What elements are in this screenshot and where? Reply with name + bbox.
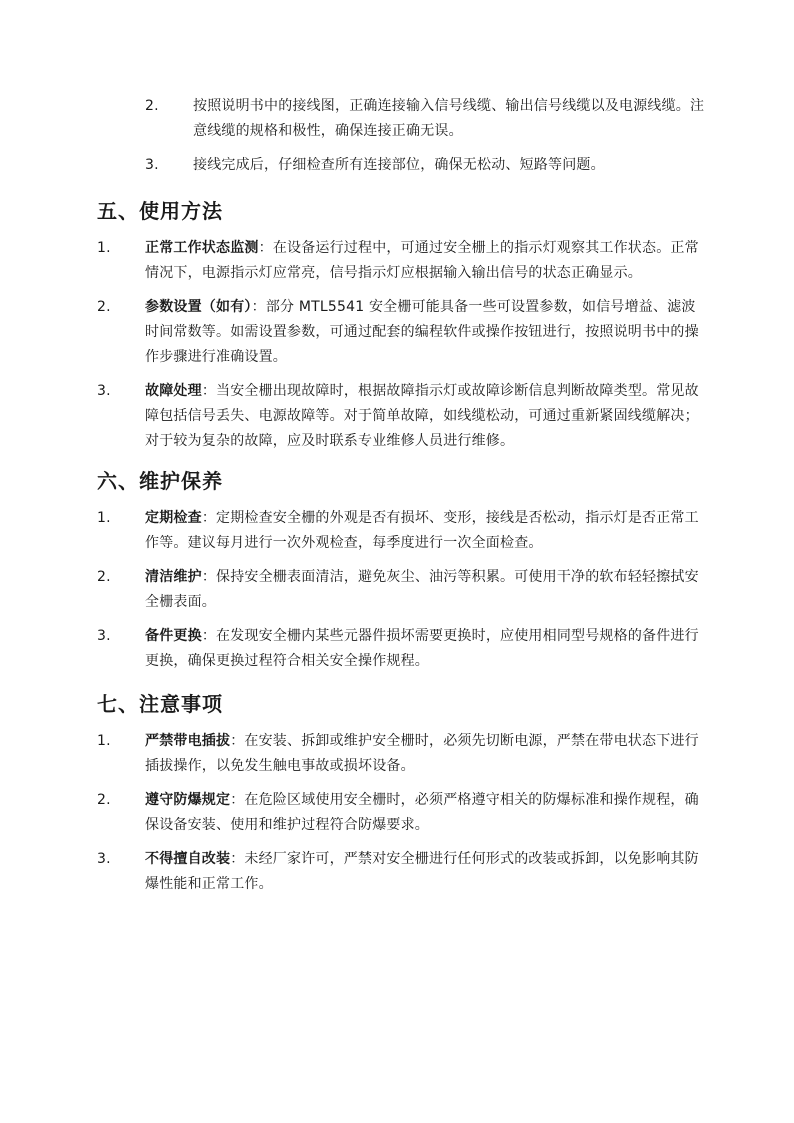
- list-item: [145, 153, 705, 178]
- list-number: 1.: [97, 240, 111, 256]
- term-separator: ：: [230, 792, 245, 808]
- installation-steps-list: [145, 94, 705, 178]
- list-number: 2.: [97, 299, 111, 315]
- list-text: 当安全栅出现故障时，根据故障指示灯或故障诊断信息判断故障类型。常见故障包括信号丢失、电源故障等。对于简单故障，如线缆松动，可通过重新紧固线缆解决；对于较为复杂的故障，应及时联系专业维修人员进行维修。: [145, 383, 699, 449]
- term-separator: ：: [230, 851, 245, 867]
- precautions-list: [97, 729, 707, 897]
- term-separator: ：: [258, 240, 273, 256]
- list-item: [97, 506, 707, 556]
- term-separator: ：: [201, 628, 217, 644]
- list-text: 接线完成后，仔细检查所有连接部位，确保无松动、短路等问题。: [193, 157, 605, 173]
- section-heading-precautions: 七、注意事项: [97, 692, 223, 716]
- list-item: [97, 236, 707, 286]
- list-term: 备件更换: [145, 628, 202, 644]
- list-number: 2.: [97, 792, 111, 808]
- list-term: 遵守防爆规定: [145, 792, 231, 808]
- list-number: 2.: [145, 98, 159, 114]
- term-separator: ：: [230, 733, 245, 749]
- list-number: 3.: [97, 628, 111, 644]
- list-text: 在设备运行过程中，可通过安全栅上的指示灯观察其工作状态。正常情况下，电源指示灯应常亮，信号指示灯应根据输入输出信号的状态正确显示。: [145, 240, 699, 281]
- list-text: 按照说明书中的接线图，正确连接输入信号线缆、输出信号线缆以及电源线缆。注意线缆的规格和极性，确保连接正确无误。: [193, 98, 705, 139]
- list-item: [97, 379, 707, 454]
- list-item: [97, 624, 707, 674]
- list-item: [97, 565, 707, 615]
- list-term: 正常工作状态监测: [145, 240, 259, 256]
- maintenance-list: [97, 506, 707, 674]
- list-text: 未经厂家许可，严禁对安全栅进行任何形式的改装或拆卸，以免影响其防爆性能和正常工作。: [145, 851, 699, 892]
- term-separator: ：: [201, 510, 217, 526]
- list-number: 3.: [97, 383, 111, 399]
- list-number: 3.: [97, 851, 111, 867]
- list-item: [145, 94, 705, 144]
- list-number: 1.: [97, 510, 111, 526]
- section-heading-maintenance: 六、维护保养: [97, 469, 223, 493]
- term-separator: ：: [201, 569, 217, 585]
- list-item: [97, 295, 707, 370]
- section-heading-usage: 五、使用方法: [97, 199, 223, 223]
- list-term: 不得擅自改装: [145, 851, 231, 867]
- list-term: 故障处理: [145, 383, 202, 399]
- list-term: 定期检查: [145, 510, 202, 526]
- list-term: 严禁带电插拔: [145, 733, 231, 749]
- list-text: 定期检查安全栅的外观是否有损坏、变形，接线是否松动，指示灯是否正常工作等。建议每月进行一次外观检查，每季度进行一次全面检查。: [145, 510, 699, 551]
- term-separator: ：: [251, 299, 266, 315]
- list-item: [97, 847, 707, 897]
- list-term: 参数设置（如有）: [145, 299, 252, 315]
- term-separator: ：: [201, 383, 217, 399]
- list-number: 1.: [97, 733, 111, 749]
- list-text: 在发现安全栅内某些元器件损坏需要更换时，应使用相同型号规格的备件进行更换，确保更换过程符合相关安全操作规程。: [145, 628, 699, 669]
- list-item: [97, 729, 707, 779]
- list-text: 部分 MTL5541 安全栅可能具备一些可设置参数，如信号增益、滤波时间常数等。如需设置参数，可通过配套的编程软件或操作按钮进行，按照说明书中的操作步骤进行准确设置。: [145, 299, 699, 365]
- list-text: 在安装、拆卸或维护安全栅时，必须先切断电源，严禁在带电状态下进行插拔操作，以免发生触电事故或损坏设备。: [145, 733, 699, 774]
- list-text: 保持安全栅表面清洁，避免灰尘、油污等积累。可使用干净的软布轻轻擦拭安全栅表面。: [145, 569, 699, 610]
- usage-list: [97, 236, 707, 454]
- list-term: 清洁维护: [145, 569, 202, 585]
- list-item: [97, 788, 707, 838]
- list-number: 3.: [145, 157, 159, 173]
- list-text: 在危险区域使用安全栅时，必须严格遵守相关的防爆标准和操作规程，确保设备安装、使用和维护过程符合防爆要求。: [145, 792, 699, 833]
- list-number: 2.: [97, 569, 111, 585]
